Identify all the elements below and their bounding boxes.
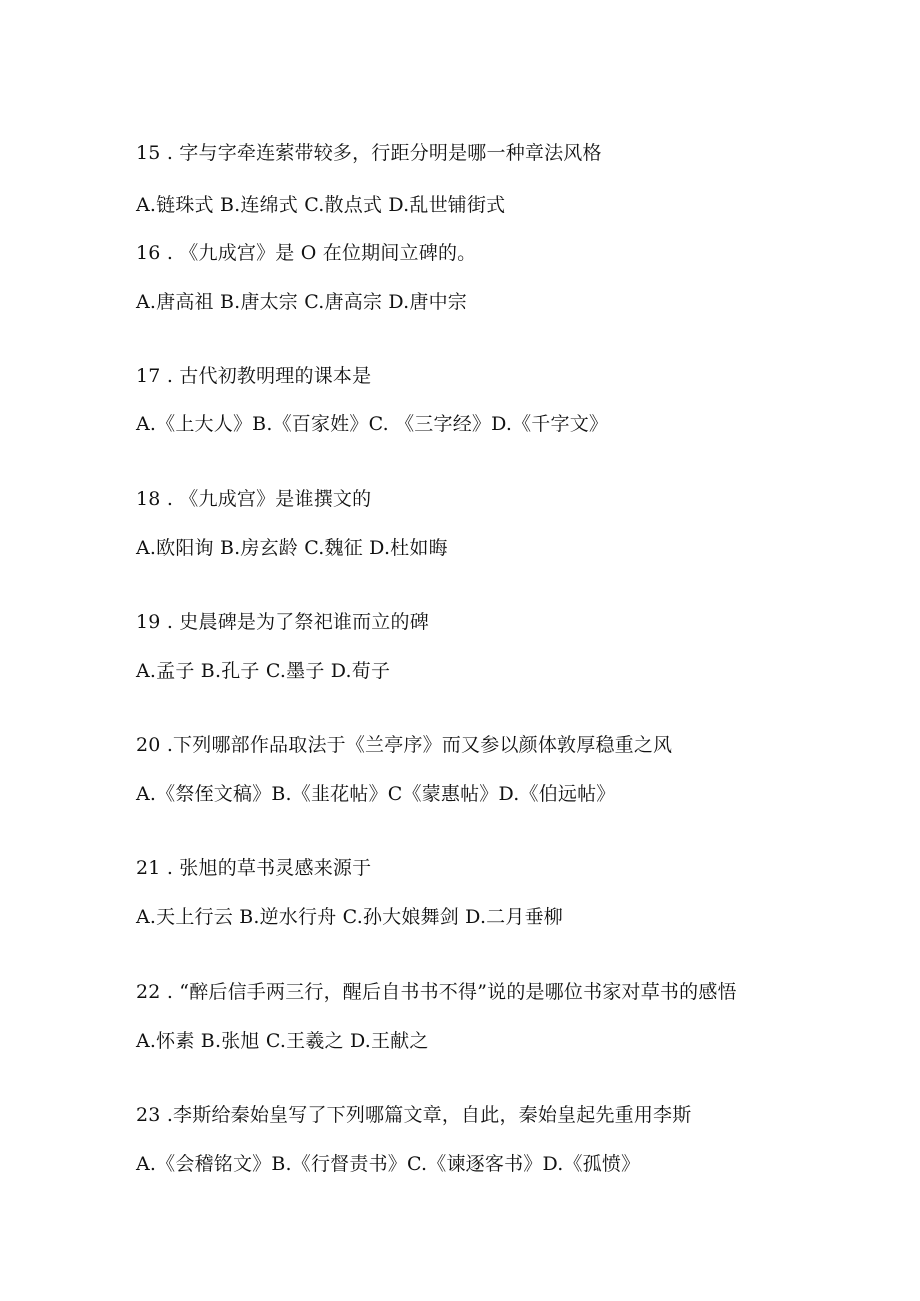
question-22-text: 22 . “醉后信手两三行，醒后自书书不得”说的是哪位书家对草书的感悟 [136, 981, 737, 1003]
question-23-text: 23 .李斯给秦始皇写了下列哪篇文章，自此，秦始皇起先重用李斯 [136, 1104, 692, 1126]
question-19-options: A.孟子 B.孔子 C.墨子 D.荀子 [136, 660, 391, 682]
question-15-text: 15 . 字与字牵连萦带较多，行距分明是哪一种章法风格 [136, 142, 602, 164]
question-21-options: A.天上行云 B.逆水行舟 C.孙大娘舞剑 D.二月垂柳 [136, 906, 563, 928]
question-22-options: A.怀素 B.张旭 C.王羲之 D.王献之 [136, 1030, 429, 1052]
question-19-text: 19 . 史晨碑是为了祭祀谁而立的碑 [136, 611, 429, 633]
question-20-text: 20 .下列哪部作品取法于《兰亭序》而又参以颜体敦厚稳重之风 [136, 734, 673, 756]
question-21-text: 21 . 张旭的草书灵感来源于 [136, 857, 372, 879]
question-15-options: A.链珠式 B.连绵式 C.散点式 D.乱世铺街式 [136, 194, 506, 216]
question-17-text: 17 . 古代初教明理的课本是 [136, 365, 372, 387]
question-20-options: A.《祭侄文稿》B.《韭花帖》C《蒙惠帖》D.《伯远帖》 [136, 783, 616, 805]
question-17-options: A.《上大人》B.《百家姓》C. 《三字经》D.《千字文》 [136, 413, 609, 435]
question-16-options: A.唐高祖 B.唐太宗 C.唐高宗 D.唐中宗 [136, 291, 467, 313]
question-18-text: 18 . 《九成宫》是谁撰文的 [136, 488, 372, 510]
question-16-text: 16 . 《九成宫》是 O 在位期间立碑的。 [136, 242, 477, 264]
question-18-options: A.欧阳询 B.房玄龄 C.魏征 D.杜如晦 [136, 537, 448, 559]
question-23-options: A.《会稽铭文》B.《行督责书》C.《谏逐客书》D.《孤愤》 [136, 1153, 641, 1175]
